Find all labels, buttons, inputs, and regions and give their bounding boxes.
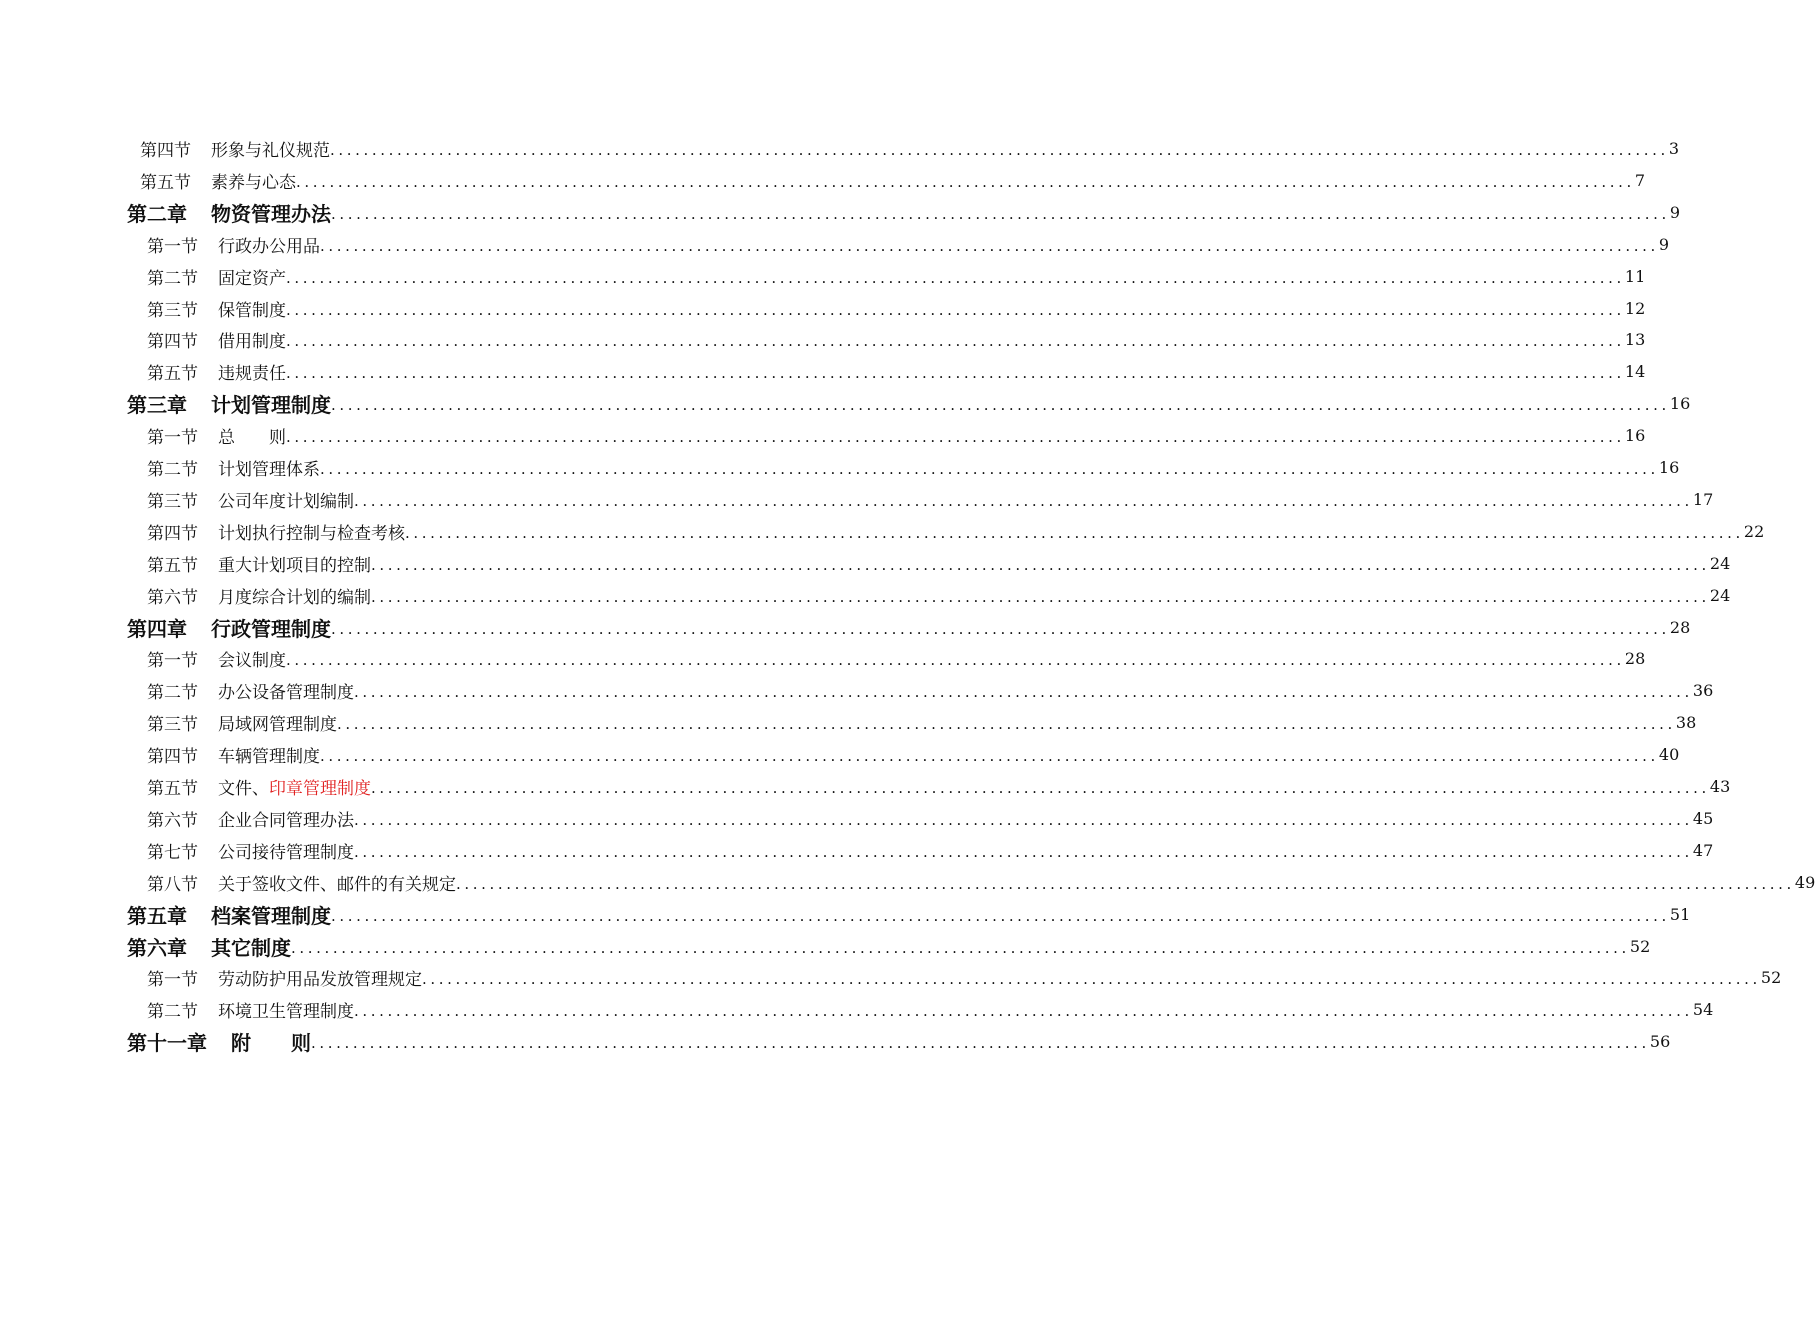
toc-section-entry[interactable] [147,867,1815,897]
toc-page-number: 40 [1658,744,1680,764]
toc-page-number: 24 [1709,553,1731,573]
toc-dot-leader: ................................................................................................................................................................ [422,969,1761,988]
toc-dot-leader: ................................................................................................................................................................ [320,236,1659,255]
toc-entry-number: 第一节 [147,650,198,671]
toc-section-entry[interactable] [147,994,1714,1024]
toc-entry-title [218,870,456,895]
toc-entry-title-text: 其它制度 [211,935,291,960]
toc-section-entry[interactable] [147,484,1714,514]
toc-entry-number: 第三章 [127,392,187,417]
toc-entry-title-text: 计划管理体系 [218,459,320,480]
toc-page-number: 16 [1669,393,1691,413]
toc-entry-number: 第五节 [147,555,198,576]
toc-entry-number: 第一节 [147,427,198,448]
toc-entry-title [211,613,331,642]
toc-dot-leader: ................................................................................................................................................................ [354,1001,1693,1020]
toc-entry-title [218,232,320,257]
toc-entry-title-text: 会议制度 [218,650,286,671]
toc-entry-number: 第二节 [147,268,198,289]
toc-dot-leader: ................................................................................................................................................................ [311,1033,1650,1052]
toc-entry-number: 第二章 [127,201,187,226]
toc-dot-leader: ................................................................................................................................................................ [320,459,1659,478]
toc-page-number: 28 [1624,648,1646,668]
toc-entry-title [231,1027,311,1056]
toc-entry-number: 第七节 [147,842,198,863]
toc-page-number: 17 [1692,489,1714,509]
toc-dot-leader: ................................................................................................................................................................ [286,300,1625,319]
toc-entry-title-text: 月度综合计划的编制 [218,587,371,608]
toc-entry-title-text: 车辆管理制度 [218,746,320,767]
toc-dot-leader: ................................................................................................................................................................ [354,842,1693,861]
toc-dot-leader: ................................................................................................................................................................ [296,172,1635,191]
toc-page-number: 43 [1709,776,1731,796]
toc-entry-title-text: 劳动防护用品发放管理规定 [218,969,422,990]
toc-page-number: 45 [1692,808,1714,828]
toc-entry-title [218,742,320,767]
toc-dot-leader: ................................................................................................................................................................ [331,204,1670,223]
toc-entry-title [211,136,330,161]
toc-section-entry[interactable] [147,261,1646,291]
toc-entry-number: 第三节 [147,491,198,512]
toc-entry-title-text: 重大计划项目的控制 [218,555,371,576]
toc-entry-title-text: 办公设备管理制度 [218,682,354,703]
toc-entry-number: 第五节 [147,363,198,384]
toc-entry-number: 第六节 [147,810,198,831]
toc-entry-number: 第五节 [147,778,198,799]
toc-section-entry[interactable] [147,739,1680,769]
toc-page-number: 38 [1675,712,1697,732]
toc-page-number: 11 [1624,266,1646,286]
toc-page-number: 28 [1669,617,1691,637]
toc-entry-title [218,551,371,576]
toc-entry-title [218,583,371,608]
toc-page-number: 24 [1709,585,1731,605]
toc-section-entry[interactable] [147,803,1714,833]
toc-entry-number: 第四章 [127,616,187,641]
toc-entry-number: 第四节 [140,140,191,161]
toc-entry-number: 第五节 [140,172,191,193]
toc-section-entry[interactable] [140,133,1680,163]
toc-entry-title [218,678,354,703]
toc-entry-title-text: 形象与礼仪规范 [211,140,330,161]
toc-dot-leader: ................................................................................................................................................................ [354,491,1693,510]
toc-entry-title-text: 文件、 [218,778,269,799]
toc-entry-number: 第一节 [147,969,198,990]
toc-entry-number: 第六章 [127,935,187,960]
toc-dot-leader: ................................................................................................................................................................ [354,810,1693,829]
toc-page-number: 52 [1760,967,1782,987]
toc-dot-leader: ................................................................................................................................................................ [331,619,1670,638]
toc-dot-leader: ................................................................................................................................................................ [286,427,1625,446]
toc-entry-title [218,519,405,544]
toc-section-entry[interactable] [147,229,1670,259]
toc-entry-number: 第八节 [147,874,198,895]
toc-page-number: 56 [1649,1031,1671,1051]
toc-entry-title [211,168,296,193]
toc-page-number: 7 [1634,170,1646,190]
toc-entry-title-text: 计划执行控制与检查考核 [218,523,405,544]
toc-page-number: 12 [1624,298,1646,318]
toc-entry-title [218,487,354,512]
toc-section-entry[interactable] [147,580,1731,610]
toc-page-number: 54 [1692,999,1714,1019]
toc-section-entry[interactable] [147,707,1697,737]
toc-chapter-entry[interactable] [127,1026,1671,1056]
toc-entry-number: 第五章 [127,903,187,928]
toc-entry-title-text: 固定资产 [218,268,286,289]
toc-entry-number: 第一节 [147,236,198,257]
toc-section-entry[interactable] [147,643,1646,673]
toc-section-entry[interactable] [147,771,1731,801]
toc-entry-number: 第二节 [147,682,198,703]
toc-dot-leader: ................................................................................................................................................................ [330,140,1669,159]
toc-entry-title-text: 档案管理制度 [211,903,331,928]
toc-section-entry[interactable] [147,962,1782,992]
toc-entry-title-text: 违规责任 [218,363,286,384]
toc-entry-title-text: 环境卫生管理制度 [218,1001,354,1022]
toc-entry-title [211,932,291,961]
toc-page-number: 3 [1668,138,1680,158]
toc-entry-number: 第六节 [147,587,198,608]
toc-entry-title-text: 保管制度 [218,300,286,321]
toc-dot-leader: ................................................................................................................................................................ [331,395,1670,414]
toc-entry-title-text: 借用制度 [218,331,286,352]
toc-section-entry[interactable] [147,548,1731,578]
toc-dot-leader: ................................................................................................................................................................ [371,555,1710,574]
toc-entry-title-text: 公司接待管理制度 [218,842,354,863]
toc-section-entry[interactable] [147,293,1646,323]
toc-chapter-entry[interactable] [127,388,1691,418]
toc-entry-number: 第四节 [147,746,198,767]
toc-page-number: 9 [1669,202,1681,222]
toc-page-number: 16 [1624,425,1646,445]
toc-entry-title [218,806,354,831]
toc-dot-leader: ................................................................................................................................................................ [286,650,1625,669]
toc-entry-title [211,389,331,418]
toc-dot-leader: ................................................................................................................................................................ [371,587,1710,606]
toc-chapter-entry[interactable] [127,197,1681,227]
toc-entry-title [218,774,371,799]
toc-dot-leader: ................................................................................................................................................................ [291,938,1630,957]
toc-entry-title-text: 计划管理制度 [211,392,331,417]
toc-entry-title-highlight: 印章管理制度 [269,778,371,799]
toc-chapter-entry[interactable] [127,931,1651,961]
toc-entry-title [218,455,320,480]
toc-section-entry[interactable] [147,324,1646,354]
toc-page-number: 16 [1658,457,1680,477]
toc-section-entry[interactable] [147,452,1680,482]
toc-entry-title [218,710,337,735]
toc-dot-leader: ................................................................................................................................................................ [286,363,1625,382]
toc-dot-leader: ................................................................................................................................................................ [320,746,1659,765]
toc-entry-number: 第四节 [147,331,198,352]
toc-entry-title [218,965,422,990]
toc-entry-title [218,423,286,448]
toc-entry-title [211,900,331,929]
toc-entry-title-text: 局域网管理制度 [218,714,337,735]
toc-entry-title [218,327,286,352]
toc-dot-leader: ................................................................................................................................................................ [331,906,1670,925]
toc-dot-leader: ................................................................................................................................................................ [405,523,1744,542]
toc-page-number: 22 [1743,521,1765,541]
toc-page-number: 51 [1669,904,1691,924]
toc-entry-number: 第三节 [147,714,198,735]
toc-entry-title [218,359,286,384]
toc-page-number: 14 [1624,361,1646,381]
toc-entry-title-text: 附 则 [231,1030,311,1055]
toc-entry-title-text: 物资管理办法 [211,201,331,226]
toc-entry-title [218,838,354,863]
toc-dot-leader: ................................................................................................................................................................ [337,714,1676,733]
toc-entry-title-text: 总 则 [218,427,286,448]
toc-entry-number: 第四节 [147,523,198,544]
toc-page-number: 49 [1794,872,1815,892]
toc-dot-leader: ................................................................................................................................................................ [286,268,1625,287]
toc-chapter-entry[interactable] [127,899,1691,929]
toc-dot-leader: ................................................................................................................................................................ [371,778,1710,797]
toc-entry-title [218,296,286,321]
toc-entry-number: 第二节 [147,1001,198,1022]
toc-entry-title-text: 素养与心态 [211,172,296,193]
toc-entry-title-text: 行政办公用品 [218,236,320,257]
toc-entry-title-text: 企业合同管理办法 [218,810,354,831]
toc-entry-title [218,997,354,1022]
toc-page-number: 47 [1692,840,1714,860]
toc-entry-title-text: 行政管理制度 [211,616,331,641]
toc-entry-title [218,646,286,671]
toc-chapter-entry[interactable] [127,612,1691,642]
toc-page-number: 52 [1629,936,1651,956]
toc-page-number: 36 [1692,680,1714,700]
toc-dot-leader: ................................................................................................................................................................ [354,682,1693,701]
toc-dot-leader: ................................................................................................................................................................ [456,874,1795,893]
toc-section-entry[interactable] [147,420,1646,450]
toc-entry-title [218,264,286,289]
toc-entry-number: 第三节 [147,300,198,321]
toc-entry-title [211,198,331,227]
toc-section-entry[interactable] [147,516,1765,546]
toc-page-number: 13 [1624,329,1646,349]
toc-page-number: 9 [1658,234,1670,254]
toc-section-entry[interactable] [147,675,1714,705]
toc-entry-number: 第十一章 [127,1030,207,1055]
toc-entry-title-text: 关于签收文件、邮件的有关规定 [218,874,456,895]
toc-section-entry[interactable] [147,356,1646,386]
toc-dot-leader: ................................................................................................................................................................ [286,331,1625,350]
toc-section-entry[interactable] [147,835,1714,865]
toc-section-entry[interactable] [140,165,1646,195]
toc-entry-number: 第二节 [147,459,198,480]
toc-entry-title-text: 公司年度计划编制 [218,491,354,512]
